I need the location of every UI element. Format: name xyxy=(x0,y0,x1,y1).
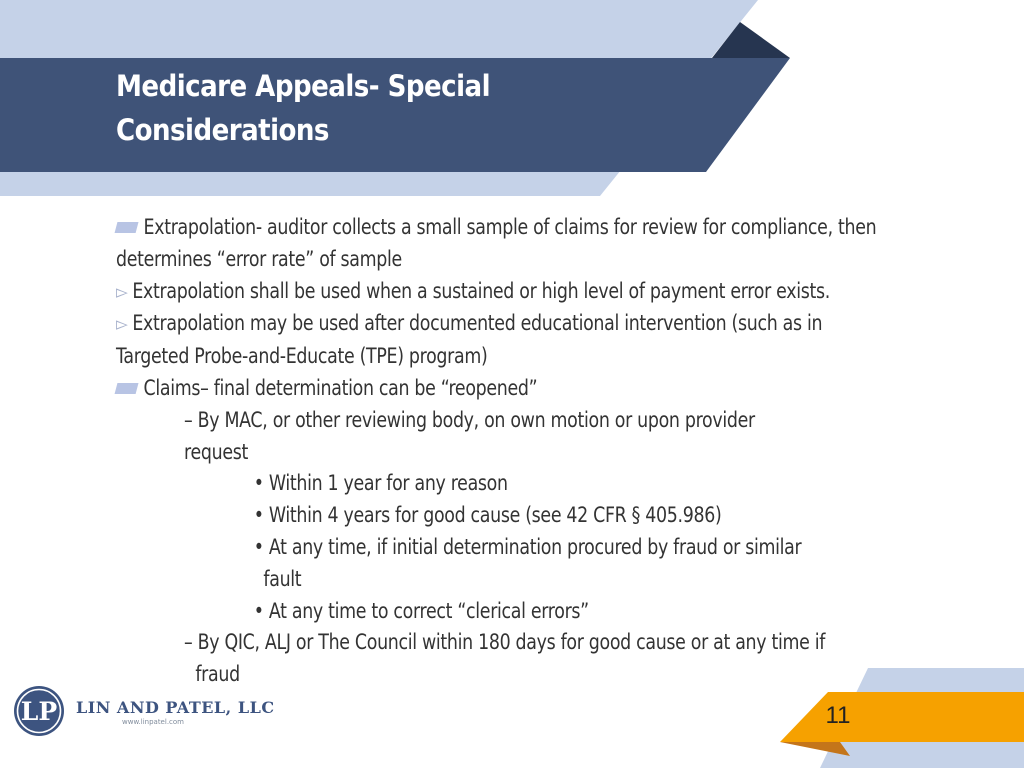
logo-company-name: LIN AND PATEL, LLC xyxy=(76,698,275,717)
bullet-extrapolation-may: ▻ Extrapolation may be used after documented educational intervention (such as in xyxy=(116,308,926,341)
sub-bullet-by-qic: – By QIC, ALJ or The Council within 180 days for good cause or at any time if xyxy=(184,630,826,656)
bullet-extrapolation-may-continued: Targeted Probe-and-Educate (TPE) program) xyxy=(116,344,488,370)
logo-monogram-text: LP xyxy=(20,697,58,726)
logo-monogram-icon xyxy=(12,684,66,738)
sub-sub-bullet-fraud-continued: fault xyxy=(263,566,302,592)
square-bullet-icon xyxy=(115,383,139,394)
title-line-2: Considerations xyxy=(116,113,329,147)
sub-bullet-by-qic-continued: fraud xyxy=(195,662,240,688)
sub-sub-bullet-within-1-year: • Within 1 year for any reason xyxy=(253,471,508,497)
bullet-claims-reopened: Claims– final determination can be “reopened” xyxy=(116,373,926,405)
square-bullet-icon xyxy=(115,222,139,233)
sub-bullet-by-mac: – By MAC, or other reviewing body, on own motion or upon provider xyxy=(184,407,755,433)
sub-bullet-by-mac-continued: request xyxy=(184,439,248,465)
sub-sub-bullet-within-4-years: • Within 4 years for good cause (see 42 CFR § 405.986) xyxy=(253,503,722,529)
slide-title xyxy=(116,64,620,152)
sub-sub-bullet-fraud: • At any time, if initial determination procured by fraud or similar xyxy=(253,534,802,560)
slide-body xyxy=(116,212,926,691)
bullet-extrapolation-definition: Extrapolation- auditor collects a small sample of claims for review for compliance, then xyxy=(116,212,926,244)
bullet-extrapolation-shall: ▻ Extrapolation shall be used when a sustained or high level of payment error exists. xyxy=(116,276,926,309)
bullet-extrapolation-definition-continued: determines “error rate” of sample xyxy=(116,246,402,272)
company-logo xyxy=(12,684,275,740)
page-number: 11 xyxy=(825,702,851,729)
arrow-bullet-icon: ▻ xyxy=(116,313,128,336)
title-line-1: Medicare Appeals- Special xyxy=(116,69,490,103)
logo-website: www.linpatel.com xyxy=(122,718,184,726)
arrow-bullet-icon: ▻ xyxy=(116,280,128,303)
sub-sub-bullet-clerical-errors: • At any time to correct “clerical errors” xyxy=(253,598,589,624)
